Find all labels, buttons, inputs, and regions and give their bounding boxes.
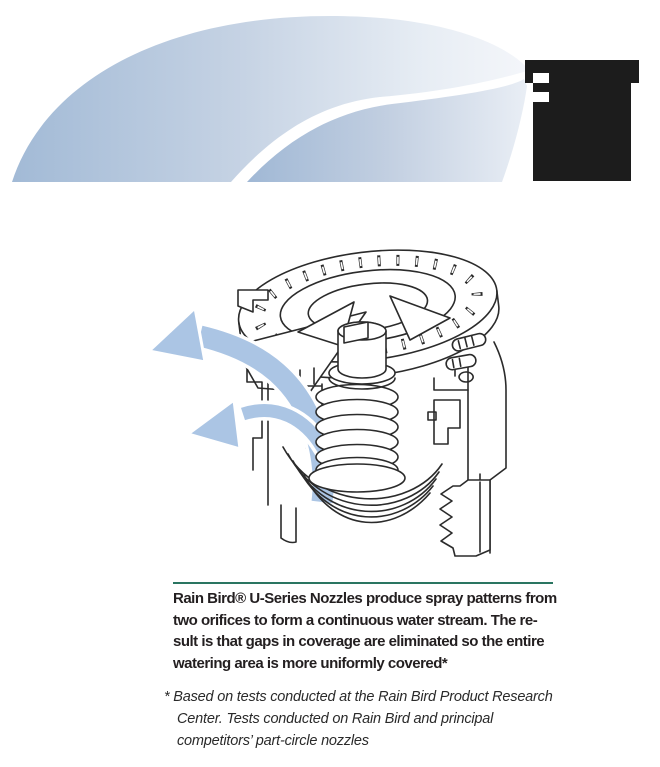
- caption-line: Rain Bird® U-Series Nozzles produce spray patterns from: [173, 590, 557, 607]
- caption-line: sult is that gaps in coverage are eliminated so the entire: [173, 633, 545, 650]
- footnote-text: [164, 686, 574, 752]
- caption-rule: [173, 582, 553, 584]
- caption-line: watering area is more uniformly covered*: [173, 654, 448, 672]
- footnote-line: * Based on tests conducted at the Rain Bird Product Research: [164, 689, 553, 705]
- flow-arrow-icon-large: [149, 308, 205, 362]
- spray-pattern-illustration: [0, 0, 660, 195]
- nozzle-lower-orifice: [533, 92, 549, 102]
- flow-arrow-icon-small: [188, 400, 240, 449]
- footnote-line: competitors’ part-circle nozzles: [177, 733, 369, 749]
- nozzle-body: [533, 71, 631, 181]
- nozzle-cutaway-illustration: [0, 230, 660, 575]
- threaded-shank: [440, 480, 490, 556]
- caption-text: [173, 588, 573, 674]
- caption-line: two orifices to form a continuous water stream. The re-: [173, 611, 538, 629]
- nozzle-upper-orifice: [533, 73, 549, 83]
- footnote-line: Center. Tests conducted on Rain Bird and principal: [177, 711, 494, 727]
- screw-seat: [309, 464, 405, 492]
